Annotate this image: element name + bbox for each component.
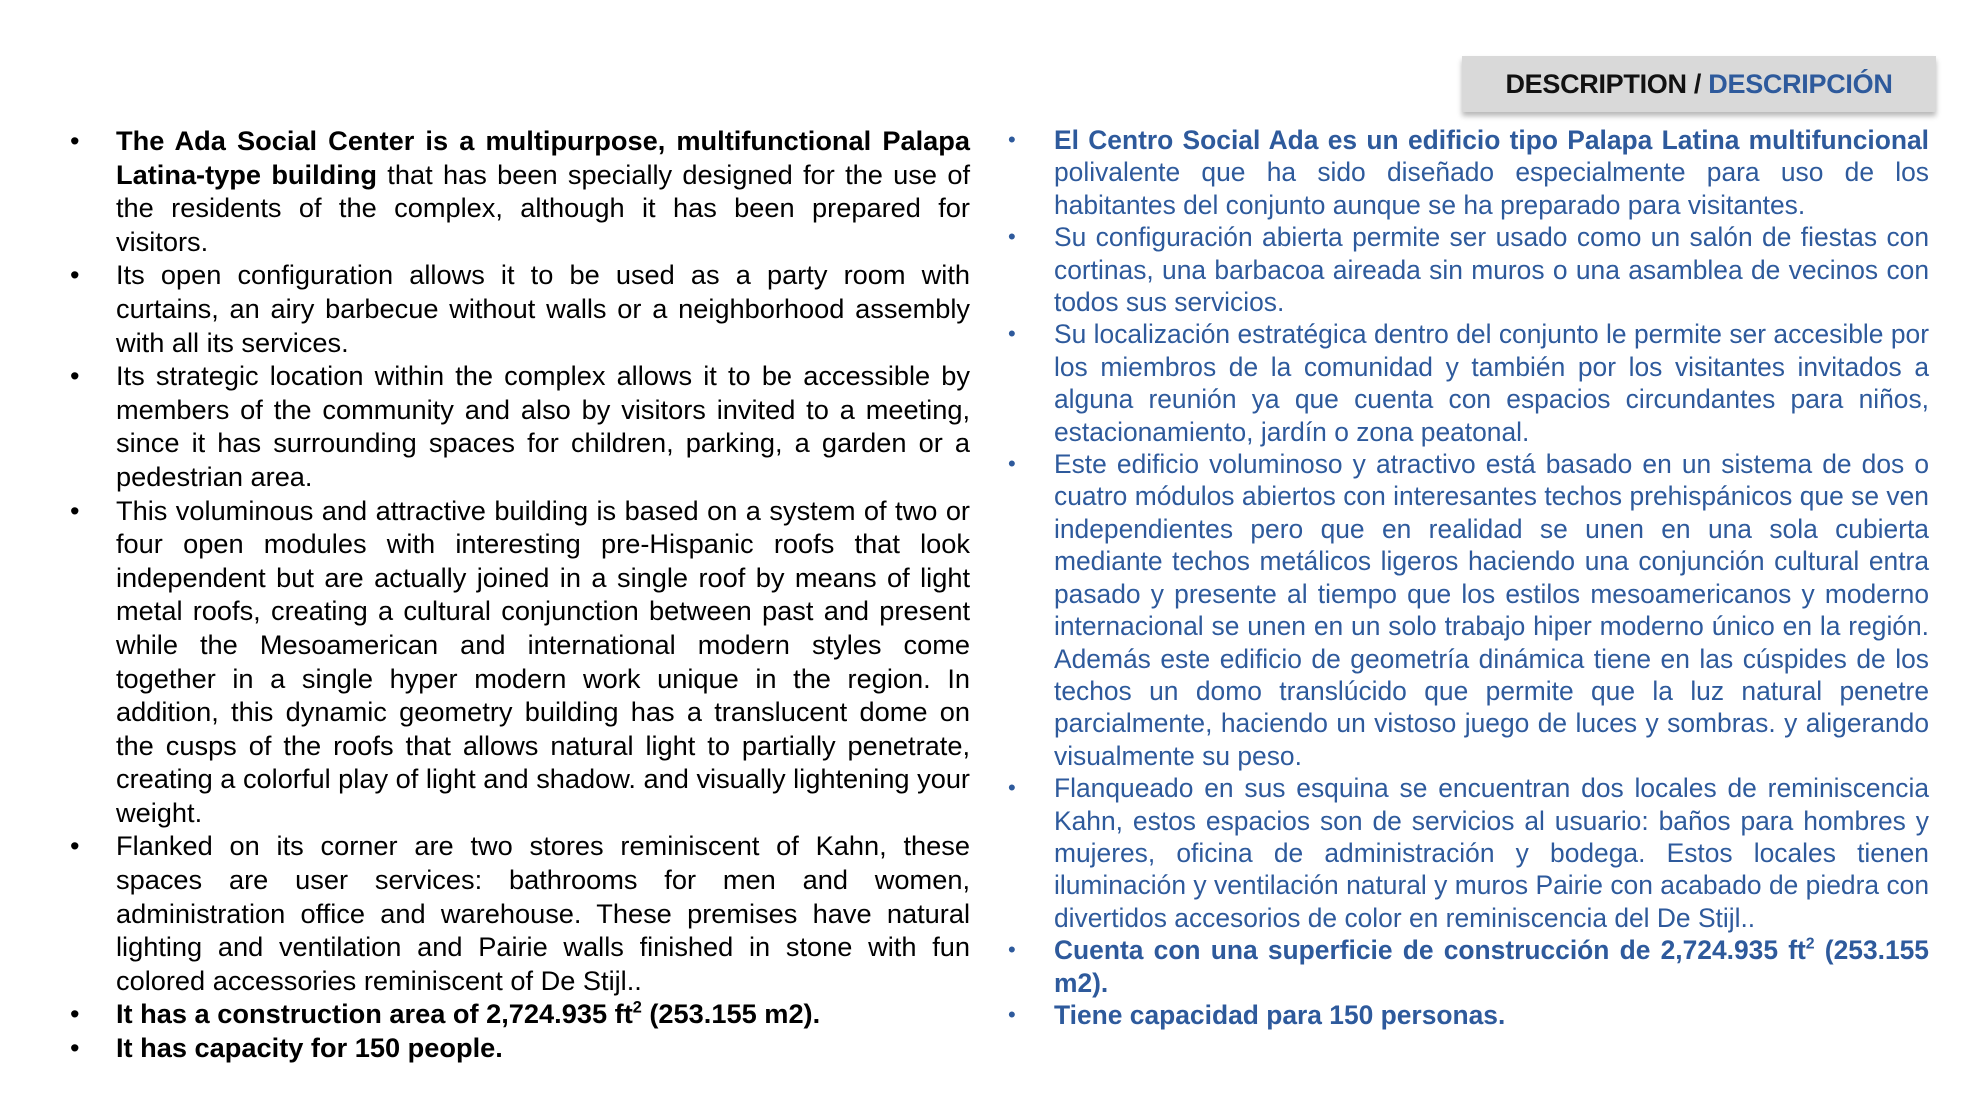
item-bold-text: El Centro Social Ada es un edificio tipo Palapa Latina multifuncional <box>1054 125 1929 155</box>
bullet-icon: • <box>70 259 80 291</box>
area-metric-text: (253.155 m2). <box>1054 935 1929 998</box>
area-superscript: 2 <box>632 998 642 1017</box>
area-text: Cuenta con una superficie de construcción de 2,724.935 ft <box>1054 935 1806 966</box>
header-separator: / <box>1686 68 1709 99</box>
bullet-icon: • <box>1008 127 1016 152</box>
bullet-icon: • <box>1008 224 1016 250</box>
list-item <box>70 258 970 359</box>
list-item-capacity <box>70 1031 970 1065</box>
list-item <box>70 829 970 997</box>
bottom-crop-mask <box>0 1064 1980 1114</box>
list-item <box>70 494 970 830</box>
bullet-icon: • <box>1008 451 1016 477</box>
header-spanish: DESCRIPCIÓN <box>1708 68 1893 99</box>
item-text: Flanked on its corner are two stores reminiscent of Kahn, these spaces are user services: bathrooms for men and women, administration office and warehouse. These premises have natural lighting and ventilation and Pairie walls finished in stone with fun colored accessories reminiscent of De Stijl.. <box>116 830 970 996</box>
item-text: Flanqueado en sus esquina se encuentran dos locales de reminiscencia Kahn, estos espacios son de servicios al usuario: baños para hombres y mujeres, oficina de administración y bodega. Estos locales tienen iluminación y ventilación natural y muros Pairie con acabado de piedra con divertidos accesorios de color en reminiscencia del De Stijl.. <box>1054 773 1929 933</box>
capacity-text: It has capacity for 150 people. <box>116 1032 503 1064</box>
bullet-icon: • <box>1008 937 1016 963</box>
item-text: Su localización estratégica dentro del conjunto le permite ser accesible por los miembros de la comunidad y también por los visitantes invitados a alguna reunión ya que cuenta con espacios circundantes para niños, estacionamiento, jardín o zona peatonal. <box>1054 319 1929 447</box>
list-item <box>70 124 970 258</box>
description-header <box>1462 56 1936 112</box>
item-text: Su configuración abierta permite ser usado como un salón de fiestas con cortinas, una barbacoa aireada sin muros o una asamblea de vecinos con todos sus servicios. <box>1054 222 1929 318</box>
bullet-icon: • <box>70 998 80 1030</box>
item-text: Its strategic location within the complex allows it to be accessible by members of the community and also by visitors invited to a meeting, since it has surrounding spaces for children, parking, a garden or a pedestrian area. <box>116 360 970 492</box>
bullet-icon: • <box>1008 775 1016 801</box>
item-text: polivalente que ha sido diseñado especialmente para uso de los habitantes del conjunto aunque se ha preparado para visitantes. <box>1054 157 1929 220</box>
area-text: It has a construction area of 2,724.935 ft <box>116 998 633 1030</box>
bullet-icon: • <box>70 1032 80 1064</box>
bullet-icon: • <box>70 125 80 156</box>
bullet-icon: • <box>70 830 80 862</box>
area-metric-text: (253.155 m2). <box>641 998 821 1030</box>
area-superscript: 2 <box>1805 935 1815 953</box>
list-item <box>1008 318 1929 448</box>
list-item <box>1008 124 1929 221</box>
item-text: Its open configuration allows it to be used as a party room with curtains, an airy barbecue without walls or a neighborhood assembly with all its services. <box>116 259 970 358</box>
item-text: This voluminous and attractive building is based on a system of two or four open modules with interesting pre-Hispanic roofs that look independent but are actually joined in a single roof by means of light metal roofs, creating a cultural conjunction between past and present while the Mesoamerican and international modern styles come together in a single hyper modern work unique in the region. In addition, this dynamic geometry building has a translucent dome on the cusps of the roofs that allows natural light to partially penetrate, creating a colorful play of light and shadow. and visually lightening your weight. <box>116 494 970 828</box>
spanish-description-list <box>1008 124 1929 1031</box>
list-item <box>70 359 970 493</box>
header-english: DESCRIPTION <box>1505 68 1687 99</box>
list-item <box>1008 221 1929 318</box>
bullet-icon: • <box>70 360 80 392</box>
bullet-icon: • <box>1008 1001 1016 1027</box>
list-item <box>1008 772 1929 934</box>
bullet-icon: • <box>1008 321 1016 347</box>
list-item-area <box>1008 934 1929 999</box>
bullet-icon: • <box>70 494 80 526</box>
item-text: Este edificio voluminoso y atractivo está basado en un sistema de dos o cuatro módulos abiertos con interesantes techos prehispánicos que se ven independientes pero que en realidad se unen en una sola cubierta mediante techos metálicos ligeros haciendo una conjunción cultural entra pasado y presente al tiempo que los estilos mesoamericanos y moderno internacional se unen en un solo trabajo hiper moderno único en la región. Además este edificio de geometría dinámica tiene en las cúspides de los techos un domo translúcido que permite que la luz natural penetre parcialmente, haciendo un vistoso juego de luces y sombras. y aligerando visualmente su peso. <box>1054 449 1929 771</box>
item-text: that has been specially designed for the use of the residents of the complex, although it has been prepared for visitors. <box>116 158 970 257</box>
item-bold-text: The Ada Social Center is a multipurpose, multifunctional Palapa Latina-type building <box>116 125 970 190</box>
list-item-area <box>70 997 970 1031</box>
capacity-text: Tiene capacidad para 150 personas. <box>1054 999 1506 1030</box>
list-item <box>1008 448 1929 772</box>
english-description-list <box>70 124 970 1065</box>
list-item-capacity <box>1008 999 1929 1031</box>
